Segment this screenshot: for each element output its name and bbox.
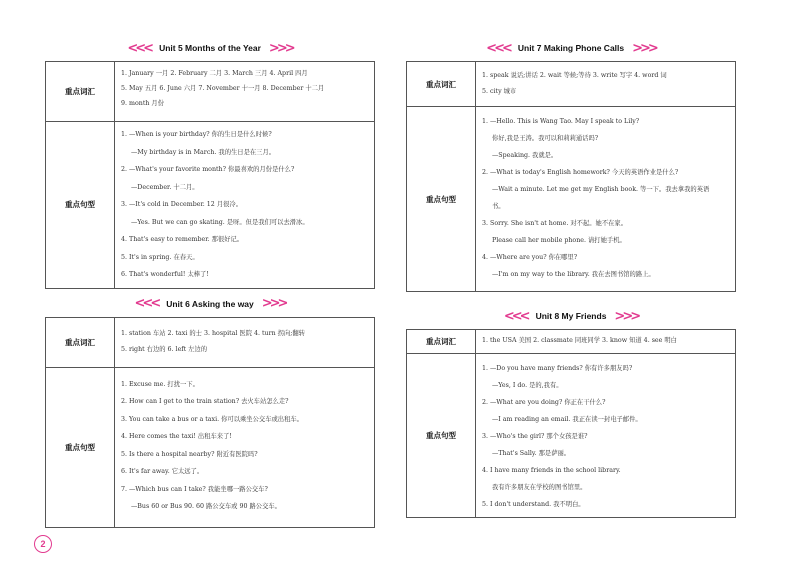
right-column	[406, 0, 736, 518]
sentence-line: 3. Sorry. She isn't at home. 对不起。她不在家。	[482, 220, 628, 227]
unit-7-title: Unit 7 Making Phone Calls	[517, 43, 625, 53]
vocab-list	[115, 317, 375, 367]
sentence-label: 重点句型	[46, 367, 115, 527]
chevron-right-icon: >>>	[632, 40, 656, 56]
vocab-list	[476, 62, 736, 107]
unit-5-title: Unit 5 Months of the Year	[159, 43, 261, 53]
sentence-line: Please call her mobile phone. 请打她手机。	[492, 237, 626, 244]
vocab-line: 1. January 一月 2. February 二月 3. March 三月 4. April 四月	[121, 70, 308, 77]
page-number: 2	[34, 535, 52, 553]
sentence-label: 重点句型	[407, 354, 476, 518]
unit-6-title: Unit 6 Asking the way	[166, 298, 254, 309]
chevron-right-icon: >>>	[614, 308, 639, 324]
vocab-line: 9. month 月份	[121, 100, 165, 107]
sentence-line: 3. —Who's the girl? 那个女孩是谁?	[482, 433, 588, 440]
sentence-line: 你好,我是王涛。我可以和莉莉通话吗?	[492, 135, 599, 142]
chevron-left-icon: <<<	[134, 296, 159, 311]
sentence-line: 4. I have many friends in the school library.	[482, 467, 621, 474]
sentence-line: 1. —When is your birthday? 你的生日是什么时候?	[121, 131, 272, 138]
sentence-label: 重点句型	[46, 122, 115, 289]
sentence-line: —Yes. But we can go skating. 是呀。但是我们可以去滑冰。	[131, 218, 309, 226]
sentence-list	[476, 107, 736, 292]
unit-5-header	[45, 37, 375, 59]
sentence-line: 3. You can take a bus or a taxi. 你可以乘坐公交车或出租车。	[121, 415, 303, 423]
vocab-line: 5. May 五月 6. June 六月 7. November 十一月 8. December 十二月	[121, 85, 325, 92]
sentence-label: 重点句型	[407, 107, 476, 292]
chevron-left-icon: <<<	[486, 40, 510, 56]
sentence-line: 1. Excuse me. 打扰一下。	[121, 380, 199, 388]
vocab-line: 5. city 城市	[482, 88, 517, 95]
sentence-line: 5. Is there a hospital nearby? 附近有医院吗?	[121, 450, 258, 458]
sentence-line: 6. That's wonderful! 太棒了!	[121, 271, 209, 278]
sentence-line: 7. —Which bus can I take? 我能坐哪一路公交车?	[121, 485, 268, 493]
sentence-line: 2. How can I get to the train station? 去火车站怎么走?	[121, 398, 289, 405]
unit-5-table	[45, 61, 375, 289]
sentence-line: 5. I don't understand. 我不明白。	[482, 501, 585, 508]
unit-6-header	[45, 293, 375, 315]
sentence-line: 我有许多朋友在学校的图书馆里。	[492, 484, 587, 491]
vocab-label: 重点词汇	[407, 330, 476, 354]
sentence-line: 2. —What are you doing? 你正在干什么?	[482, 399, 606, 406]
sentence-line: —Speaking. 我就是。	[492, 152, 558, 159]
chevron-right-icon: >>>	[261, 296, 286, 311]
sentence-line: —Wait a minute. Let me get my English book. 等一下。我去拿我的英语	[492, 186, 710, 193]
vocab-line: 1. speak 说话;讲话 2. wait 等候;等待 3. write 写字 4. word 词	[482, 72, 667, 79]
sentence-line: —Bus 60 or Bus 90. 60 路公交车或 90 路公交车。	[131, 503, 281, 510]
vocab-line: 5. right 右边的 6. left 左边的	[121, 345, 208, 353]
vocab-line: 1. the USA 美国 2. classmate 同班同学 3. know 知道 4. see 明白	[482, 337, 677, 344]
vocab-label: 重点词汇	[46, 317, 115, 367]
sentence-line: 1. —Do you have many friends? 你有许多朋友吗?	[482, 365, 633, 372]
sentence-line: —December. 十二月。	[131, 183, 199, 191]
chevron-left-icon: <<<	[127, 40, 152, 56]
unit-7-table	[406, 61, 736, 292]
left-column	[45, 0, 375, 528]
unit-8-header	[406, 305, 736, 327]
unit-8-title: Unit 8 My Friends	[535, 311, 607, 321]
sentence-line: 4. —Where are you? 你在哪里?	[482, 254, 578, 261]
vocab-line: 1. station 车站 2. taxi 的士 3. hospital 医院 4. turn 拐向;翻转	[121, 329, 305, 337]
chevron-right-icon: >>>	[268, 40, 293, 56]
sentence-line: 2. —What's your favorite month? 你最喜欢的月份是什么?	[121, 166, 295, 173]
unit-7-header	[406, 37, 736, 59]
vocab-label: 重点词汇	[46, 62, 115, 122]
chevron-left-icon: <<<	[503, 308, 528, 324]
sentence-line: —I'm on my way to the library. 我在去图书馆的路上。	[492, 271, 655, 278]
sentence-line: —That's Sally. 那是萨丽。	[492, 450, 571, 457]
sentence-line: 6. It's far away. 它太远了。	[121, 468, 204, 475]
sentence-line: 1. —Hello. This is Wang Tao. May I speak to Lily?	[482, 118, 640, 125]
vocab-list	[476, 330, 736, 354]
sentence-line: —I am reading an email. 我正在读一封电子邮件。	[492, 416, 642, 423]
sentence-line: 4. Here comes the taxi! 出租车来了!	[121, 433, 232, 440]
sentence-list	[115, 122, 375, 289]
sentence-line: 4. That's easy to remember. 那很好记。	[121, 236, 244, 243]
sentence-line: 5. It's in spring. 在春天。	[121, 253, 199, 261]
sentence-list	[115, 367, 375, 527]
unit-8-table	[406, 329, 736, 518]
sentence-line: 书。	[492, 203, 505, 210]
sentence-line: —My birthday is in March. 我的生日是在三月。	[131, 148, 276, 156]
vocab-list	[115, 62, 375, 122]
vocab-label: 重点词汇	[407, 62, 476, 107]
unit-6-table	[45, 317, 375, 528]
sentence-line: 2. —What is today's English homework? 今天的英语作业是什么?	[482, 169, 679, 176]
sentence-list	[476, 354, 736, 518]
sentence-line: 3. —It's cold in December. 12 月很冷。	[121, 201, 243, 208]
sentence-line: —Yes, I do. 是的,我有。	[492, 382, 563, 389]
